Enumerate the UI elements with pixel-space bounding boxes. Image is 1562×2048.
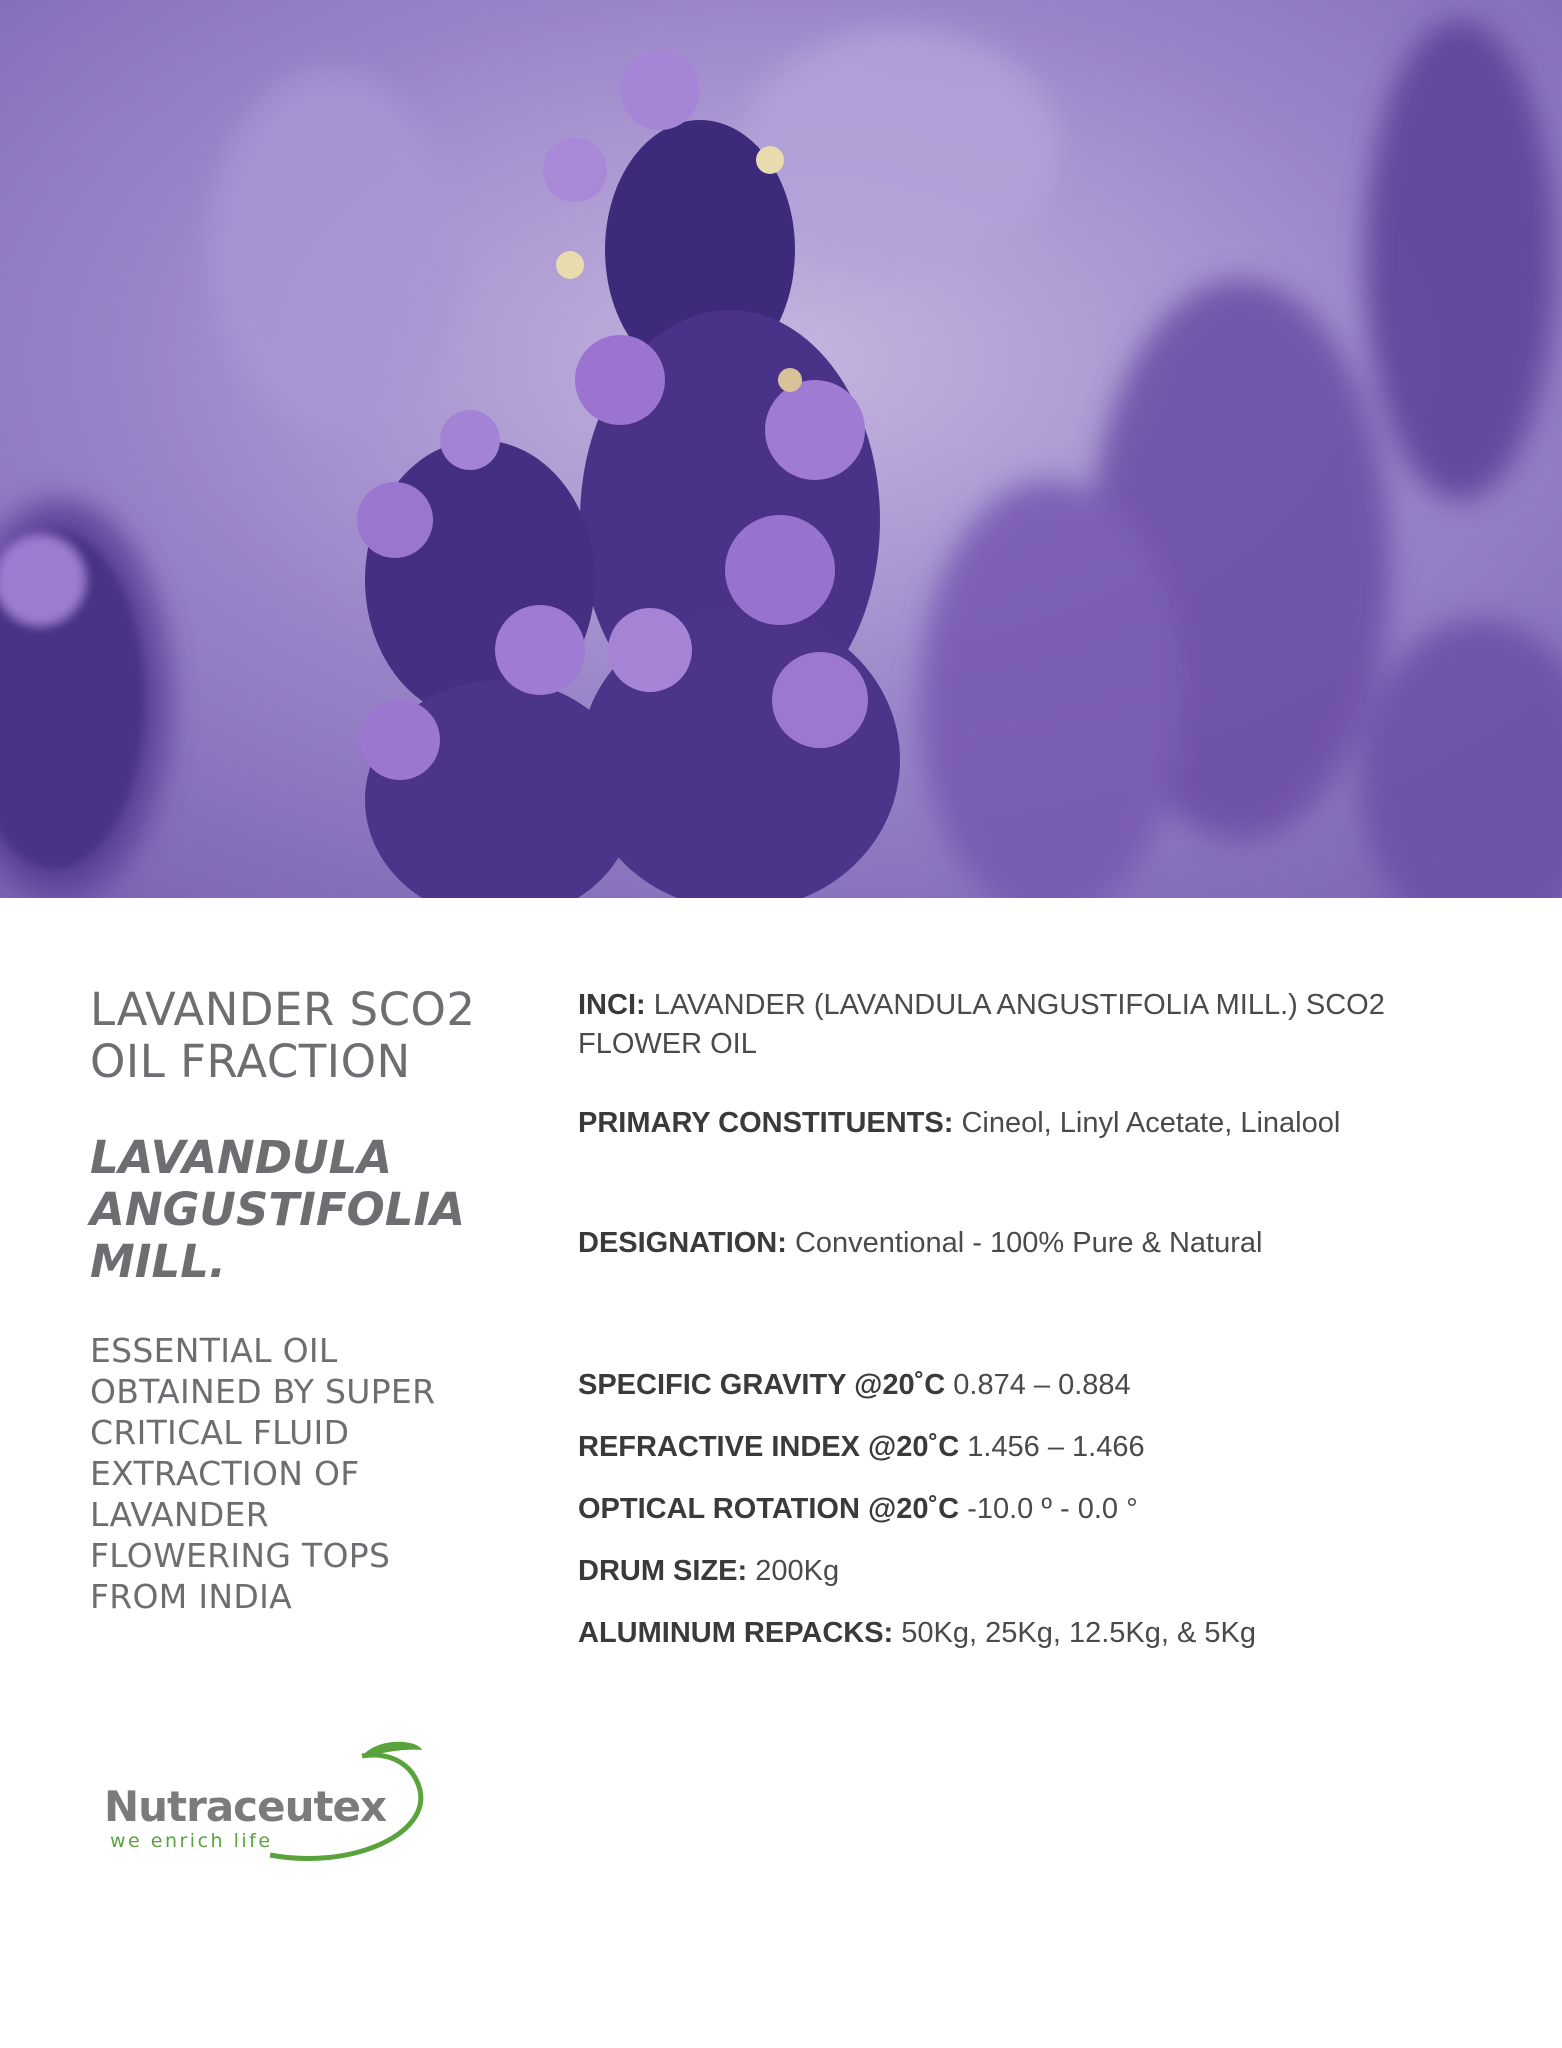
description-line: FROM INDIA [90,1577,292,1616]
nutraceutex-logo [100,1740,440,1860]
logo-wordmark: Nutraceutex [104,1782,387,1831]
spec-gravity-value: 0.874 – 0.884 [953,1369,1131,1401]
spec-drum-value: 200Kg [755,1555,840,1587]
logo-tagline: we enrich life [110,1830,273,1852]
product-title [90,984,530,1088]
spec-designation-label: DESIGNATION: [578,1227,787,1259]
spec-rotation [578,1490,1458,1529]
spec-repacks-label: ALUMINUM REPACKS: [578,1617,894,1649]
spec-inci [578,986,1468,1064]
spec-repacks [578,1614,1458,1653]
description-line: OBTAINED BY SUPER [90,1372,436,1411]
description-line: EXTRACTION OF [90,1454,360,1493]
spec-gravity [578,1366,1458,1405]
description-line: CRITICAL FLUID [90,1413,350,1452]
spec-designation [578,1224,1458,1263]
spec-inci-label: INCI: [578,989,646,1021]
spec-gravity-label: SPECIFIC GRAVITY @20˚C [578,1369,946,1401]
spec-constituents [578,1104,1458,1143]
lavender-illustration [0,0,1562,898]
spec-designation-value: Conventional - 100% Pure & Natural [794,1227,1263,1259]
product-title-line1: LAVANDER SCO2 [90,983,476,1036]
spec-refractive-value: 1.456 – 1.466 [967,1431,1145,1463]
scientific-name-line1: LAVANDULA [90,1131,393,1184]
scientific-name [90,1132,530,1288]
description-line: ESSENTIAL OIL [90,1331,338,1370]
spec-refractive [578,1428,1458,1467]
product-description [90,1330,520,1617]
spec-refractive-label: REFRACTIVE INDEX @20˚C [578,1431,960,1463]
spec-inci-value: LAVANDER (LAVANDULA ANGUSTIFOLIA MILL.) SCO2 FLOWER OIL [578,989,1385,1060]
scientific-name-line2: ANGUSTIFOLIA [90,1183,466,1236]
spec-constituents-label: PRIMARY CONSTITUENTS: [578,1107,954,1139]
product-title-line2: OIL FRACTION [90,1035,411,1088]
hero-lavender-photo [0,0,1562,898]
spec-drum-label: DRUM SIZE: [578,1555,748,1587]
spec-constituents-value: Cineol, Linyl Acetate, Linalool [961,1107,1341,1139]
spec-repacks-value: 50Kg, 25Kg, 12.5Kg, & 5Kg [901,1617,1257,1649]
description-line: LAVANDER [90,1495,269,1534]
scientific-name-line3: MILL. [90,1235,226,1288]
spec-rotation-value: -10.0 º - 0.0 ° [967,1493,1138,1525]
spec-drum [578,1552,1458,1591]
description-line: FLOWERING TOPS [90,1536,391,1575]
spec-rotation-label: OPTICAL ROTATION @20˚C [578,1493,960,1525]
